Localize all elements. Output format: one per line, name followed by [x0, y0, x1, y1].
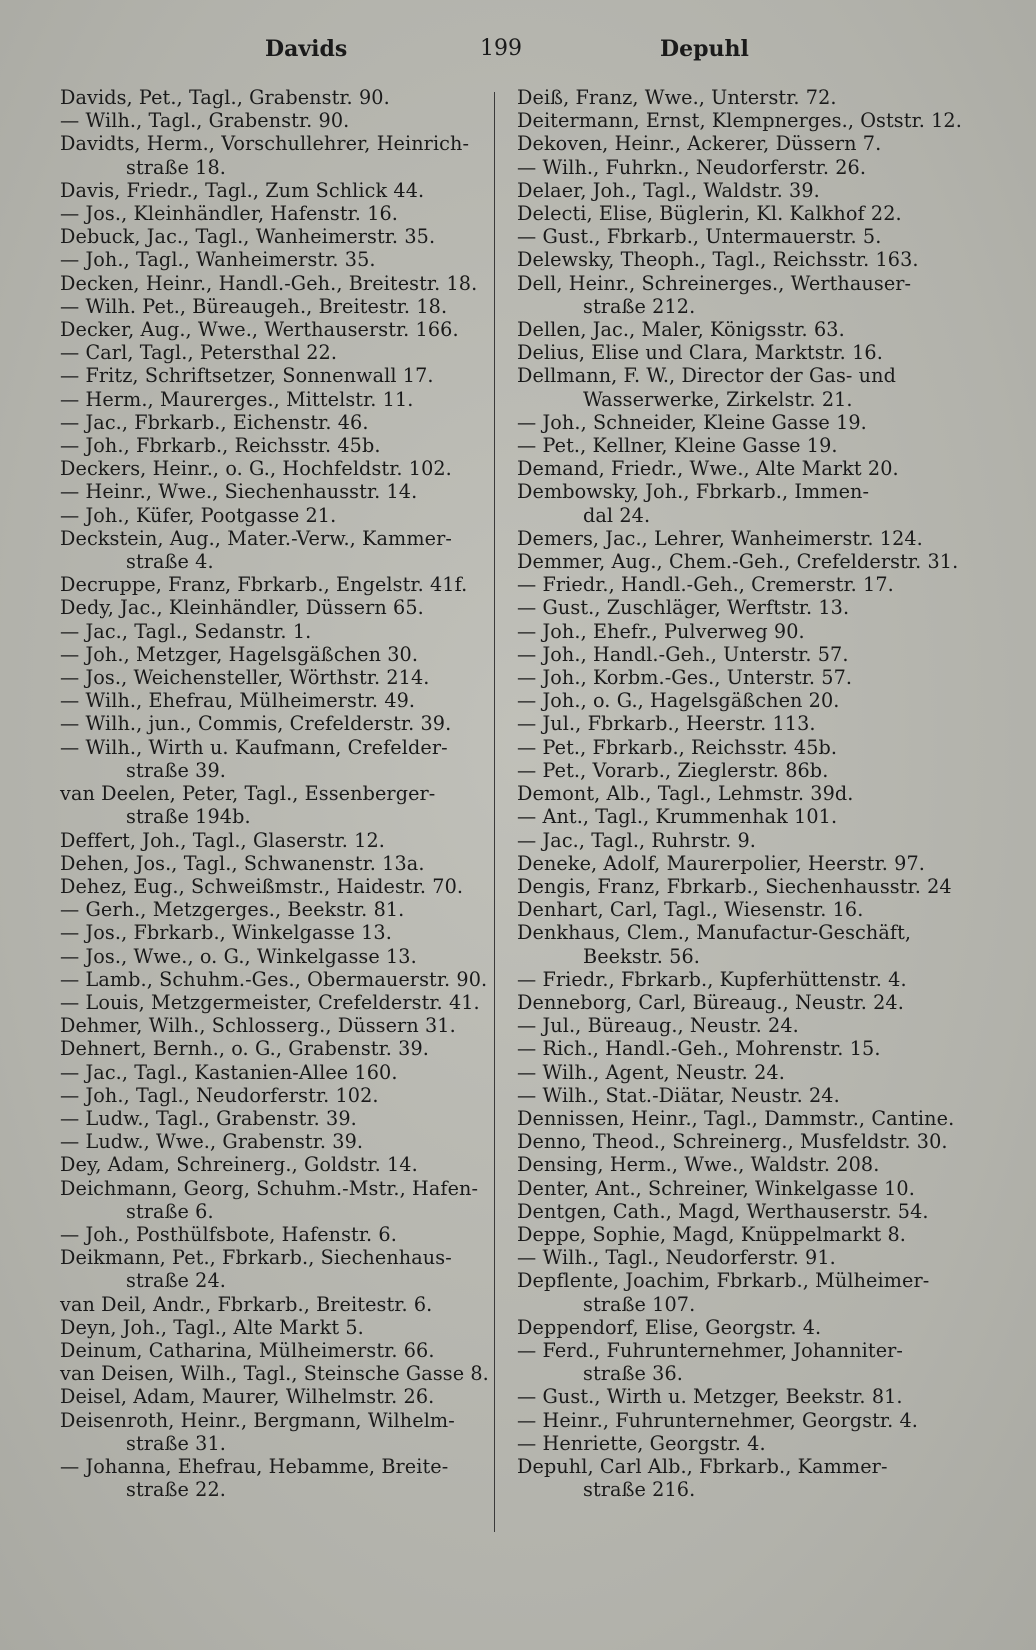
directory-entry: [60, 1084, 490, 1107]
entry-text: — Gust., Zuschläger, Werftstr. 13.: [517, 596, 850, 620]
directory-entry: [60, 527, 490, 573]
directory-entry: [60, 504, 490, 527]
entry-text: Davidts, Herm., Vorschullehrer, Heinrich-: [60, 132, 470, 156]
entry-text: — Herm., Maurerges., Mittelstr. 11.: [60, 387, 414, 411]
entry-text: Dey, Adam, Schreinerg., Goldstr. 14.: [60, 1153, 418, 1177]
directory-entry: [517, 272, 947, 318]
directory-entry: [517, 1061, 947, 1084]
entry-text: Decruppe, Franz, Fbrkarb., Engelstr. 41f.: [60, 573, 468, 597]
entry-text: Deckers, Heinr., o. G., Hochfeldstr. 102.: [60, 457, 452, 481]
directory-entry: [517, 1269, 947, 1315]
entry-continuation: straße 212.: [583, 294, 696, 318]
directory-entry: [60, 86, 490, 109]
entry-text: Densing, Herm., Wwe., Waldstr. 208.: [517, 1153, 880, 1177]
entry-text: Denhart, Carl, Tagl., Wiesenstr. 16.: [517, 898, 864, 922]
directory-entry: [60, 1316, 490, 1339]
directory-entry: [517, 1223, 947, 1246]
entry-text: Dellmann, F. W., Director der Gas- und: [517, 364, 896, 388]
directory-entry: [60, 1037, 490, 1060]
entry-text: — Heinr., Wwe., Siechenhausstr. 14.: [60, 480, 418, 504]
entry-text: Delewsky, Theoph., Tagl., Reichsstr. 163.: [517, 248, 919, 272]
directory-entry: [517, 689, 947, 712]
directory-entry: [517, 643, 947, 666]
directory-entry: [517, 666, 947, 689]
directory-entry: [60, 480, 490, 503]
entry-text: Deichmann, Georg, Schuhm.-Mstr., Hafen-: [60, 1176, 479, 1200]
entry-text: Demand, Friedr., Wwe., Alte Markt 20.: [517, 457, 899, 481]
directory-entry: [517, 1014, 947, 1037]
entry-text: — Carl, Tagl., Petersthal 22.: [60, 341, 338, 365]
entry-text: — Jac., Tagl., Sedanstr. 1.: [60, 619, 312, 643]
directory-entry: [517, 991, 947, 1014]
entry-continuation: straße 194b.: [126, 805, 251, 829]
directory-entry: [60, 388, 490, 411]
directory-entry: [517, 132, 947, 155]
directory-entry: [517, 156, 947, 179]
directory-entry: [517, 550, 959, 574]
directory-entry: [60, 689, 490, 712]
directory-entry: [60, 202, 490, 225]
directory-entry: [517, 202, 947, 225]
entry-text: — Joh., Tagl., Wanheimerstr. 35.: [60, 248, 376, 272]
entry-text: Deckstein, Aug., Mater.-Verw., Kammer-: [60, 526, 452, 550]
entry-text: Deinum, Catharina, Mülheimerstr. 66.: [60, 1338, 435, 1362]
directory-entry: [517, 898, 947, 921]
directory-entry: [60, 341, 490, 364]
directory-entry: [60, 1130, 490, 1153]
entry-text: Dehnert, Bernh., o. G., Grabenstr. 39.: [60, 1037, 429, 1061]
entry-text: Demmer, Aug., Chem.-Geh., Crefelderstr. 31.: [517, 550, 959, 574]
directory-entry: [517, 712, 947, 735]
entry-text: — Joh., Handl.-Geh., Unterstr. 57.: [517, 642, 849, 666]
directory-entry: [517, 248, 947, 271]
entry-text: Dellen, Jac., Maler, Königsstr. 63.: [517, 318, 845, 342]
entry-text: van Deil, Andr., Fbrkarb., Breitestr. 6.: [60, 1292, 433, 1316]
directory-entry: [60, 1409, 490, 1455]
directory-entry: [517, 620, 947, 643]
entry-text: — Wilh., Wirth u. Kaufmann, Crefelder-: [60, 735, 448, 759]
entry-text: — Joh., Schneider, Kleine Gasse 19.: [517, 410, 867, 434]
entry-text: Deyn, Joh., Tagl., Alte Markt 5.: [60, 1315, 364, 1339]
entry-text: — Friedr., Fbrkarb., Kupferhüttenstr. 4.: [517, 967, 907, 991]
entry-text: — Joh., Metzger, Hagelsgäßchen 30.: [60, 642, 419, 666]
entry-text: Deisenroth, Heinr., Bergmann, Wilhelm-: [60, 1408, 455, 1432]
directory-entry: [517, 225, 947, 248]
directory-entry: [517, 1409, 947, 1432]
entry-continuation: Wasserwerke, Zirkelstr. 21.: [583, 387, 853, 411]
entry-text: Deppendorf, Elise, Georgstr. 4.: [517, 1315, 822, 1339]
entry-text: Dennissen, Heinr., Tagl., Dammstr., Cantine.: [517, 1106, 955, 1130]
directory-entry: [517, 829, 947, 852]
entry-text: — Wilh., jun., Commis, Crefelderstr. 39.: [60, 712, 452, 736]
header-first-name: Davids: [265, 36, 348, 62]
directory-entry: [517, 1385, 947, 1408]
entry-text: Dehez, Eug., Schweißmstr., Haidestr. 70.: [60, 874, 464, 898]
directory-entry: [60, 225, 490, 248]
directory-entry: [60, 736, 490, 782]
entry-text: — Jac., Tagl., Ruhrstr. 9.: [517, 828, 756, 852]
entry-text: Demont, Alb., Tagl., Lehmstr. 39d.: [517, 782, 854, 806]
directory-entry: [60, 1362, 490, 1385]
entry-text: van Deelen, Peter, Tagl., Essenberger-: [60, 782, 436, 806]
directory-entry: [517, 736, 947, 759]
directory-entry: [60, 248, 490, 271]
directory-entry: [60, 852, 490, 875]
directory-entry: [60, 875, 490, 898]
entry-text: — Wilh., Agent, Neustr. 24.: [517, 1060, 785, 1084]
directory-entry: [60, 620, 490, 643]
directory-entry: [60, 1107, 490, 1130]
directory-entry: [517, 1177, 947, 1200]
directory-entry: [517, 1246, 947, 1269]
directory-entry: [517, 1130, 947, 1153]
directory-entry: [60, 712, 490, 735]
entry-text: Dekoven, Heinr., Ackerer, Düssern 7.: [517, 132, 882, 156]
directory-entry: [60, 1014, 490, 1037]
entry-continuation: straße 24.: [126, 1269, 226, 1293]
directory-entry: [60, 1153, 490, 1176]
directory-entry: [517, 341, 947, 364]
entry-text: — Joh., Küfer, Pootgasse 21.: [60, 503, 337, 527]
entry-text: — Pet., Vorarb., Zieglerstr. 86b.: [517, 758, 829, 782]
entry-continuation: straße 39.: [126, 758, 226, 782]
entry-text: — Joh., Posthülfsbote, Hafenstr. 6.: [60, 1222, 397, 1246]
entry-text: — Jos., Wwe., o. G., Winkelgasse 13.: [60, 944, 417, 968]
directory-entry: [517, 759, 947, 782]
entry-text: Depflente, Joachim, Fbrkarb., Mülheimer-: [517, 1269, 930, 1293]
entry-continuation: dal 24.: [583, 503, 651, 527]
entry-text: — Jac., Tagl., Kastanien-Allee 160.: [60, 1060, 398, 1084]
entry-text: Davis, Friedr., Tagl., Zum Schlick 44.: [60, 178, 425, 202]
directory-entry: [60, 573, 490, 596]
directory-entry: [60, 1061, 490, 1084]
entry-text: — Wilh. Pet., Büreaugeh., Breitestr. 18.: [60, 294, 448, 318]
page-header: [60, 36, 750, 68]
entry-text: Dedy, Jac., Kleinhändler, Düssern 65.: [60, 596, 424, 620]
directory-entry: [60, 921, 490, 944]
entry-text: Deneke, Adolf, Maurerpolier, Heerstr. 97.: [517, 851, 925, 875]
entry-continuation: straße 216.: [583, 1478, 696, 1502]
entry-text: — Wilh., Tagl., Grabenstr. 90.: [60, 109, 350, 133]
entry-text: Debuck, Jac., Tagl., Wanheimerstr. 35.: [60, 225, 436, 249]
directory-entry: [517, 782, 947, 805]
entry-text: — Henriette, Georgstr. 4.: [517, 1431, 766, 1455]
directory-entry: [60, 179, 490, 202]
column-divider: [494, 92, 495, 1532]
directory-entry: [60, 272, 490, 295]
directory-entry: [517, 1153, 947, 1176]
directory-entry: [517, 596, 947, 619]
entry-text: Dentgen, Cath., Magd, Werthauserstr. 54.: [517, 1199, 929, 1223]
directory-entry: [60, 1177, 490, 1223]
directory-entry: [60, 945, 490, 968]
entry-text: — Gust., Fbrkarb., Untermauerstr. 5.: [517, 225, 882, 249]
entry-text: Delecti, Elise, Büglerin, Kl. Kalkhof 22.: [517, 202, 902, 226]
directory-entry: [517, 411, 947, 434]
directory-entry: [517, 480, 947, 526]
directory-entry: [60, 782, 490, 828]
entry-text: — Joh., Korbm.-Ges., Unterstr. 57.: [517, 666, 853, 690]
entry-text: — Joh., o. G., Hagelsgäßchen 20.: [517, 689, 840, 713]
directory-entry: [60, 596, 490, 619]
directory-entry: [517, 109, 962, 133]
entry-continuation: straße 22.: [126, 1478, 226, 1502]
entry-continuation: straße 31.: [126, 1431, 226, 1455]
entry-text: — Wilh., Stat.-Diätar, Neustr. 24.: [517, 1083, 840, 1107]
entry-text: Deikmann, Pet., Fbrkarb., Siechenhaus-: [60, 1246, 452, 1270]
entry-text: — Gerh., Metzgerges., Beekstr. 81.: [60, 898, 405, 922]
entry-continuation: straße 107.: [583, 1292, 696, 1316]
entry-text: — Wilh., Fuhrkn., Neudorferstr. 26.: [517, 155, 867, 179]
directory-entry: [60, 457, 490, 480]
entry-text: Denno, Theod., Schreinerg., Musfeldstr. 30.: [517, 1130, 948, 1154]
entry-text: Deppe, Sophie, Magd, Knüppelmarkt 8.: [517, 1222, 906, 1246]
entry-text: — Joh., Tagl., Neudorferstr. 102.: [60, 1083, 379, 1107]
directory-entry: [517, 921, 947, 967]
entry-text: — Jul., Büreaug., Neustr. 24.: [517, 1014, 799, 1038]
directory-entry: [60, 1385, 490, 1408]
directory-entry: [60, 898, 490, 921]
entry-text: van Deisen, Wilh., Tagl., Steinsche Gasse 8.: [60, 1362, 489, 1386]
entry-text: Dell, Heinr., Schreinerges., Werthauser-: [517, 271, 912, 295]
directory-entry: [60, 1293, 490, 1316]
entry-text: Delius, Elise und Clara, Marktstr. 16.: [517, 341, 883, 365]
entry-text: — Jul., Fbrkarb., Heerstr. 113.: [517, 712, 816, 736]
entry-text: — Ferd., Fuhrunternehmer, Johanniter-: [517, 1338, 904, 1362]
entry-text: — Wilh., Ehefrau, Mülheimerstr. 49.: [60, 689, 416, 713]
directory-entry: [517, 86, 947, 109]
directory-entry: [60, 132, 490, 178]
entry-text: — Johanna, Ehefrau, Hebamme, Breite-: [60, 1454, 449, 1478]
entry-text: Delaer, Joh., Tagl., Waldstr. 39.: [517, 178, 820, 202]
entry-text: Denkhaus, Clem., Manufactur-Geschäft,: [517, 921, 912, 945]
directory-entry: [517, 968, 947, 991]
entry-text: — Jos., Kleinhändler, Hafenstr. 16.: [60, 202, 399, 226]
directory-entry: [517, 1432, 947, 1455]
directory-entry: [60, 643, 490, 666]
directory-entry: [517, 1316, 947, 1339]
directory-entry: [60, 1223, 490, 1246]
entry-text: — Rich., Handl.-Geh., Mohrenstr. 15.: [517, 1037, 881, 1061]
entry-continuation: straße 36.: [583, 1362, 683, 1386]
directory-entry: [517, 1084, 947, 1107]
entry-text: Decken, Heinr., Handl.-Geh., Breitestr. 18.: [60, 271, 478, 295]
entry-text: Dehmer, Wilh., Schlosserg., Düssern 31.: [60, 1014, 456, 1038]
directory-entry: [60, 1339, 490, 1362]
directory-entry: [517, 1455, 947, 1501]
entry-continuation: straße 4.: [126, 550, 214, 574]
directory-entry: [517, 1200, 947, 1223]
entry-text: — Pet., Kellner, Kleine Gasse 19.: [517, 434, 838, 458]
entry-text: — Jos., Weichensteller, Wörthstr. 214.: [60, 666, 430, 690]
entry-text: Demers, Jac., Lehrer, Wanheimerstr. 124.: [517, 526, 923, 550]
directory-entry: [517, 434, 947, 457]
entry-text: — Louis, Metzgermeister, Crefelderstr. 41.: [60, 990, 480, 1014]
entry-text: — Wilh., Tagl., Neudorferstr. 91.: [517, 1246, 836, 1270]
directory-entry: [517, 573, 947, 596]
entry-continuation: straße 18.: [126, 155, 226, 179]
directory-entry: [517, 179, 947, 202]
directory-entry: [60, 991, 490, 1014]
header-last-name: Depuhl: [660, 36, 749, 62]
entry-text: — Ludw., Tagl., Grabenstr. 39.: [60, 1106, 357, 1130]
entry-text: Deiß, Franz, Wwe., Unterstr. 72.: [517, 86, 837, 109]
directory-entry: [60, 364, 490, 387]
directory-entry: [517, 805, 947, 828]
directory-entry: [60, 295, 490, 318]
entry-text: — Jos., Fbrkarb., Winkelgasse 13.: [60, 921, 392, 945]
directory-entry: [517, 1339, 947, 1385]
entry-text: Dengis, Franz, Fbrkarb., Siechenhausstr. 24: [517, 874, 952, 898]
directory-entry: [517, 874, 952, 898]
entry-text: — Ludw., Wwe., Grabenstr. 39.: [60, 1130, 364, 1154]
entry-text: — Joh., Fbrkarb., Reichsstr. 45b.: [60, 434, 381, 458]
directory-entry: [60, 1455, 490, 1501]
entry-text: — Heinr., Fuhrunternehmer, Georgstr. 4.: [517, 1408, 918, 1432]
entry-text: Davids, Pet., Tagl., Grabenstr. 90.: [60, 86, 390, 109]
entry-text: Decker, Aug., Wwe., Werthauserstr. 166.: [60, 318, 459, 342]
directory-entry: [60, 666, 490, 689]
entry-text: — Joh., Ehefr., Pulverweg 90.: [517, 619, 805, 643]
directory-entry: [60, 968, 490, 991]
right-column: [517, 86, 962, 1502]
entry-text: — Lamb., Schuhm.-Ges., Obermauerstr. 90.: [60, 967, 488, 991]
entry-text: — Ant., Tagl., Krummenhak 101.: [517, 805, 838, 829]
directory-entry: [60, 829, 490, 852]
entry-text: Denter, Ant., Schreiner, Winkelgasse 10.: [517, 1176, 915, 1200]
left-column: [60, 86, 490, 1501]
directory-entry: [60, 318, 490, 341]
directory-entry: [60, 1246, 490, 1292]
entry-text: — Jac., Fbrkarb., Eichenstr. 46.: [60, 410, 369, 434]
entry-text: Depuhl, Carl Alb., Fbrkarb., Kammer-: [517, 1454, 888, 1478]
directory-entry: [517, 457, 947, 480]
entry-text: Deitermann, Ernst, Klempnerges., Oststr. 12.: [517, 109, 962, 133]
entry-continuation: straße 6.: [126, 1199, 214, 1223]
directory-entry: [517, 852, 947, 875]
entry-text: Deffert, Joh., Tagl., Glaserstr. 12.: [60, 828, 385, 852]
entry-text: — Pet., Fbrkarb., Reichsstr. 45b.: [517, 735, 838, 759]
directory-entry: [60, 109, 490, 132]
directory-entry: [517, 318, 947, 341]
entry-text: Dembowsky, Joh., Fbrkarb., Immen-: [517, 480, 870, 504]
entry-text: Dehen, Jos., Tagl., Schwanenstr. 13a.: [60, 851, 425, 875]
page-number: 199: [480, 36, 522, 61]
directory-entry: [517, 364, 947, 410]
entry-text: Deisel, Adam, Maurer, Wilhelmstr. 26.: [60, 1385, 435, 1409]
entry-continuation: Beekstr. 56.: [583, 944, 700, 968]
directory-entry: [517, 1037, 947, 1060]
entry-text: — Fritz, Schriftsetzer, Sonnenwall 17.: [60, 364, 434, 388]
entry-text: Denneborg, Carl, Büreaug., Neustr. 24.: [517, 990, 904, 1014]
directory-entry: [517, 1106, 955, 1130]
directory-entry: [517, 527, 947, 550]
entry-text: — Friedr., Handl.-Geh., Cremerstr. 17.: [517, 573, 894, 597]
directory-entry: [60, 434, 490, 457]
directory-entry: [60, 411, 490, 434]
entry-text: — Gust., Wirth u. Metzger, Beekstr. 81.: [517, 1385, 903, 1409]
